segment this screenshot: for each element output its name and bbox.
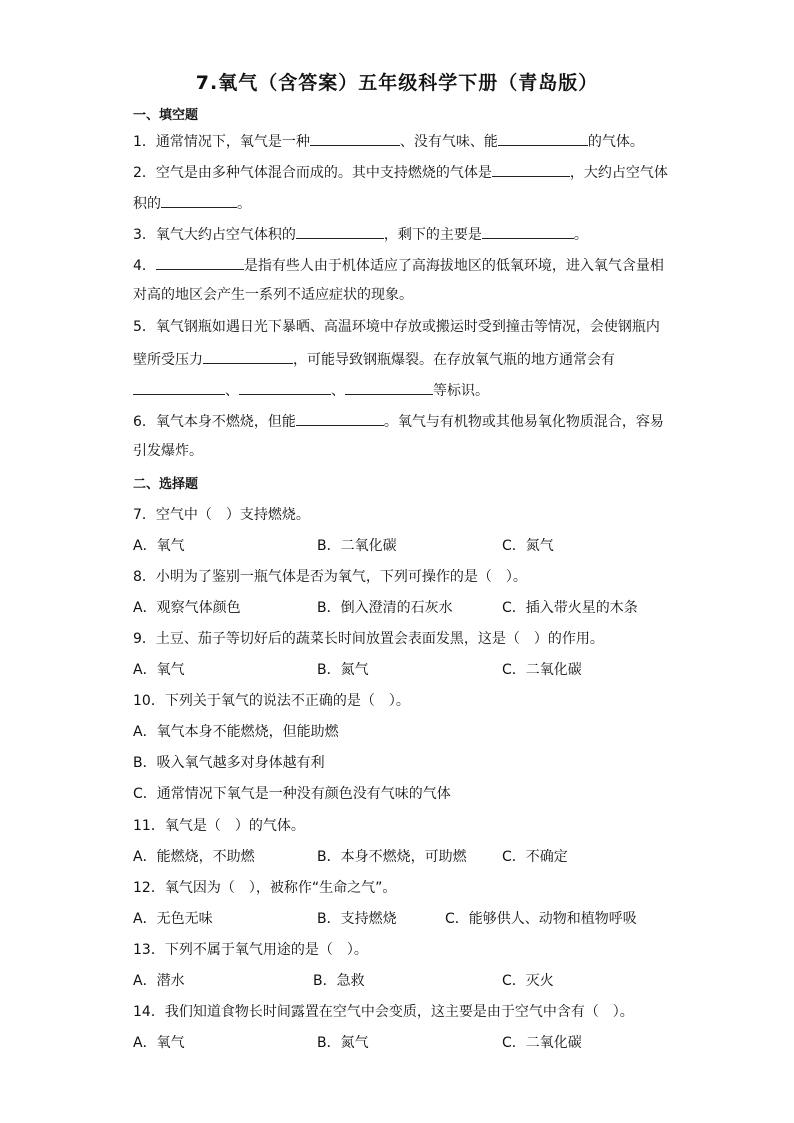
option-b[interactable]: B．支持燃烧 (317, 911, 397, 927)
question-8: 8．小明为了鉴别一瓶气体是否为氧气，下列可操作的是（ ）。 (133, 569, 527, 585)
option-c[interactable]: C．不确定 (502, 849, 568, 865)
question-11: 11．氧气是（ ）的气体。 (133, 818, 305, 834)
section-choice-heading: 二、选择题 (133, 477, 199, 492)
option-c[interactable]: C．插入带火星的木条 (502, 600, 638, 616)
answer-blank[interactable] (498, 131, 588, 146)
question-4-cont: 对高的地区会产生一系列不适应症状的现象。 (133, 287, 413, 303)
option-a[interactable]: A．氧气本身不能燃烧，但能助燃 (133, 724, 339, 740)
question-6: 6．氧气本身不燃烧，但能 。氧气与有机物或其他易氧化物质混合，容易 (133, 411, 664, 431)
option-b[interactable]: B．倒入澄清的石灰水 (317, 600, 453, 616)
option-a[interactable]: A．能燃烧，不助燃 (133, 849, 255, 865)
option-b[interactable]: B．二氧化碳 (317, 538, 397, 554)
option-a[interactable]: A．潜水 (133, 973, 185, 989)
option-b[interactable]: B．氮气 (317, 662, 369, 678)
question-6-cont: 引发爆炸。 (133, 443, 203, 459)
question-4: 4． 是指有些人由于机体适应了高海拔地区的低氧环境，进入氧气含量相 (133, 255, 664, 275)
question-9: 9．土豆、茄子等切好后的蔬菜长时间放置会表面发黑，这是（ ）的作用。 (133, 631, 604, 647)
question-3: 3．氧气大约占空气体积的 ，剩下的主要是 。 (133, 224, 588, 244)
question-5-cont: 壁所受压力 ，可能导致钢瓶爆裂。在存放氧气瓶的地方通常会有 (133, 349, 615, 369)
question-5: 5．氧气钢瓶如遇日光下暴晒、高温环境中存放或搬运时受到撞击等情况，会使钢瓶内 (133, 319, 660, 335)
option-b[interactable]: B．本身不燃烧，可助燃 (317, 849, 467, 865)
answer-blank[interactable] (345, 380, 433, 395)
answer-blank[interactable] (296, 411, 384, 426)
question-10: 10．下列关于氧气的说法不正确的是（ ）。 (133, 693, 410, 709)
question-5-cont2: 、 、 等标识。 (133, 380, 489, 400)
question-1: 1．通常情况下，氧气是一种 、没有气味、能 的气体。 (133, 131, 644, 151)
answer-blank[interactable] (492, 162, 570, 177)
answer-blank[interactable] (296, 224, 384, 239)
question-2-cont: 积的 。 (133, 193, 251, 213)
question-14: 14．我们知道食物长时间露置在空气中会变质，这主要是由于空气中含有（ ）。 (133, 1004, 634, 1020)
question-7: 7．空气中（ ）支持燃烧。 (133, 507, 310, 523)
answer-blank[interactable] (482, 224, 574, 239)
option-c[interactable]: C．二氧化碳 (502, 662, 582, 678)
answer-blank[interactable] (239, 380, 331, 395)
option-c[interactable]: C．灭火 (502, 973, 554, 989)
question-12: 12．氧气因为（ ），被称作“生命之气”。 (133, 880, 397, 896)
option-c[interactable]: C．通常情况下氧气是一种没有颜色没有气味的气体 (133, 786, 451, 802)
option-b[interactable]: B．急救 (313, 973, 365, 989)
option-a[interactable]: A．无色无味 (133, 911, 213, 927)
option-a[interactable]: A．氧气 (133, 538, 185, 554)
option-a[interactable]: A．氧气 (133, 662, 185, 678)
question-2: 2．空气是由多种气体混合而成的。其中支持燃烧的气体是 ，大约占空气体 (133, 162, 668, 182)
option-c[interactable]: C．氮气 (502, 538, 554, 554)
answer-blank[interactable] (203, 349, 293, 364)
option-a[interactable]: A．氧气 (133, 1035, 185, 1051)
option-c[interactable]: C．二氧化碳 (502, 1035, 582, 1051)
answer-blank[interactable] (133, 380, 225, 395)
option-b[interactable]: B．氮气 (317, 1035, 369, 1051)
question-13: 13．下列不属于氧气用途的是（ ）。 (133, 942, 368, 958)
answer-blank[interactable] (310, 131, 400, 146)
page-title: 7.氧气（含答案）五年级科学下册（青岛版） (195, 72, 599, 94)
section-fill-heading: 一、填空题 (133, 108, 199, 123)
answer-blank[interactable] (156, 255, 244, 270)
answer-blank[interactable] (161, 193, 237, 208)
option-a[interactable]: A．观察气体颜色 (133, 600, 241, 616)
option-c[interactable]: C．能够供人、动物和植物呼吸 (445, 911, 637, 927)
option-b[interactable]: B．吸入氧气越多对身体越有利 (133, 755, 325, 771)
